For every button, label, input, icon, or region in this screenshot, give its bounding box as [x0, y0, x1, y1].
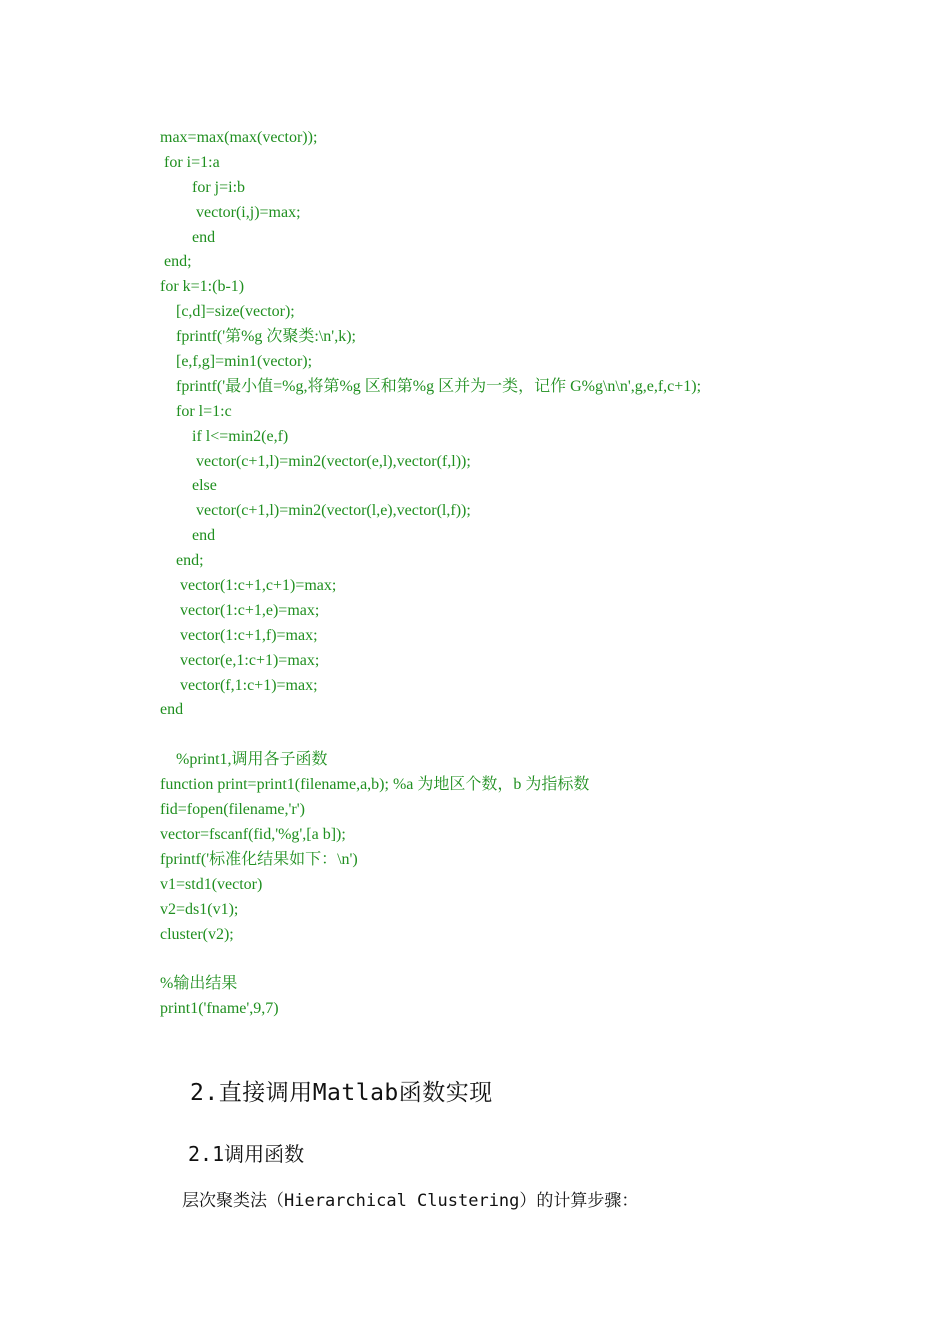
code-line: vector(1:c+1,c+1)=max;: [160, 577, 337, 595]
code-line: v1=std1(vector): [160, 875, 263, 893]
code-line: fprintf('最小值=%g,将第%g 区和第%g 区并为一类，记作 G%g\n\n',g,e,f,c+1);: [160, 377, 702, 395]
code-line: fid=fopen(filename,'r'): [160, 801, 305, 819]
code-line: vector(f,1:c+1)=max;: [160, 676, 318, 694]
code-line: end: [160, 228, 216, 246]
code-line: %print1,调用各子函数: [160, 751, 328, 769]
code-line: fprintf('标准化结果如下：\n'): [160, 850, 358, 868]
code-line: vector(1:c+1,f)=max;: [160, 626, 318, 644]
code-line: [c,d]=size(vector);: [160, 303, 295, 321]
code-line: function print=print1(filename,a,b); %a 为地区个数，b 为指标数: [160, 776, 590, 794]
code-line: end;: [160, 253, 192, 271]
code-line: vector(c+1,l)=min2(vector(l,e),vector(l,f));: [160, 502, 471, 520]
code-line: if l<=min2(e,f): [160, 427, 289, 445]
code-line: vector(i,j)=max;: [160, 203, 301, 221]
code-line: max=max(max(vector));: [160, 129, 318, 146]
matlab-code-block: [160, 126, 860, 1022]
code-line: vector(c+1,l)=min2(vector(e,l),vector(f,l));: [160, 452, 471, 470]
code-line: for i=1:a: [160, 153, 220, 171]
code-line: for j=i:b: [160, 178, 246, 196]
code-line: vector=fscanf(fid,'%g',[a b]);: [160, 825, 346, 843]
code-line: vector(e,1:c+1)=max;: [160, 651, 320, 669]
code-line: end;: [160, 552, 204, 570]
code-line: cluster(v2);: [160, 925, 234, 943]
code-line: [160, 723, 860, 748]
code-line: end: [160, 527, 216, 545]
code-line: %输出结果: [160, 975, 238, 993]
hierarchical-clustering-steps-paragraph: 层次聚类法（Hierarchical Clustering）的计算步骤：: [182, 1191, 639, 1211]
code-line: v2=ds1(v1);: [160, 900, 239, 918]
code-line: print1('fname',9,7): [160, 1000, 279, 1018]
code-line: else: [160, 477, 217, 495]
code-line: fprintf('第%g 次聚类:\n',k);: [160, 328, 356, 346]
subsection-heading-2-1: 2.1调用函数: [188, 1142, 305, 1166]
code-line: [e,f,g]=min1(vector);: [160, 353, 313, 371]
code-line: for k=1:(b-1): [160, 278, 245, 296]
code-line: end: [160, 701, 184, 719]
code-line: for l=1:c: [160, 402, 232, 420]
code-line: [160, 947, 860, 972]
section-heading-2: 2.直接调用Matlab函数实现: [190, 1080, 493, 1106]
code-line: vector(1:c+1,e)=max;: [160, 601, 320, 619]
